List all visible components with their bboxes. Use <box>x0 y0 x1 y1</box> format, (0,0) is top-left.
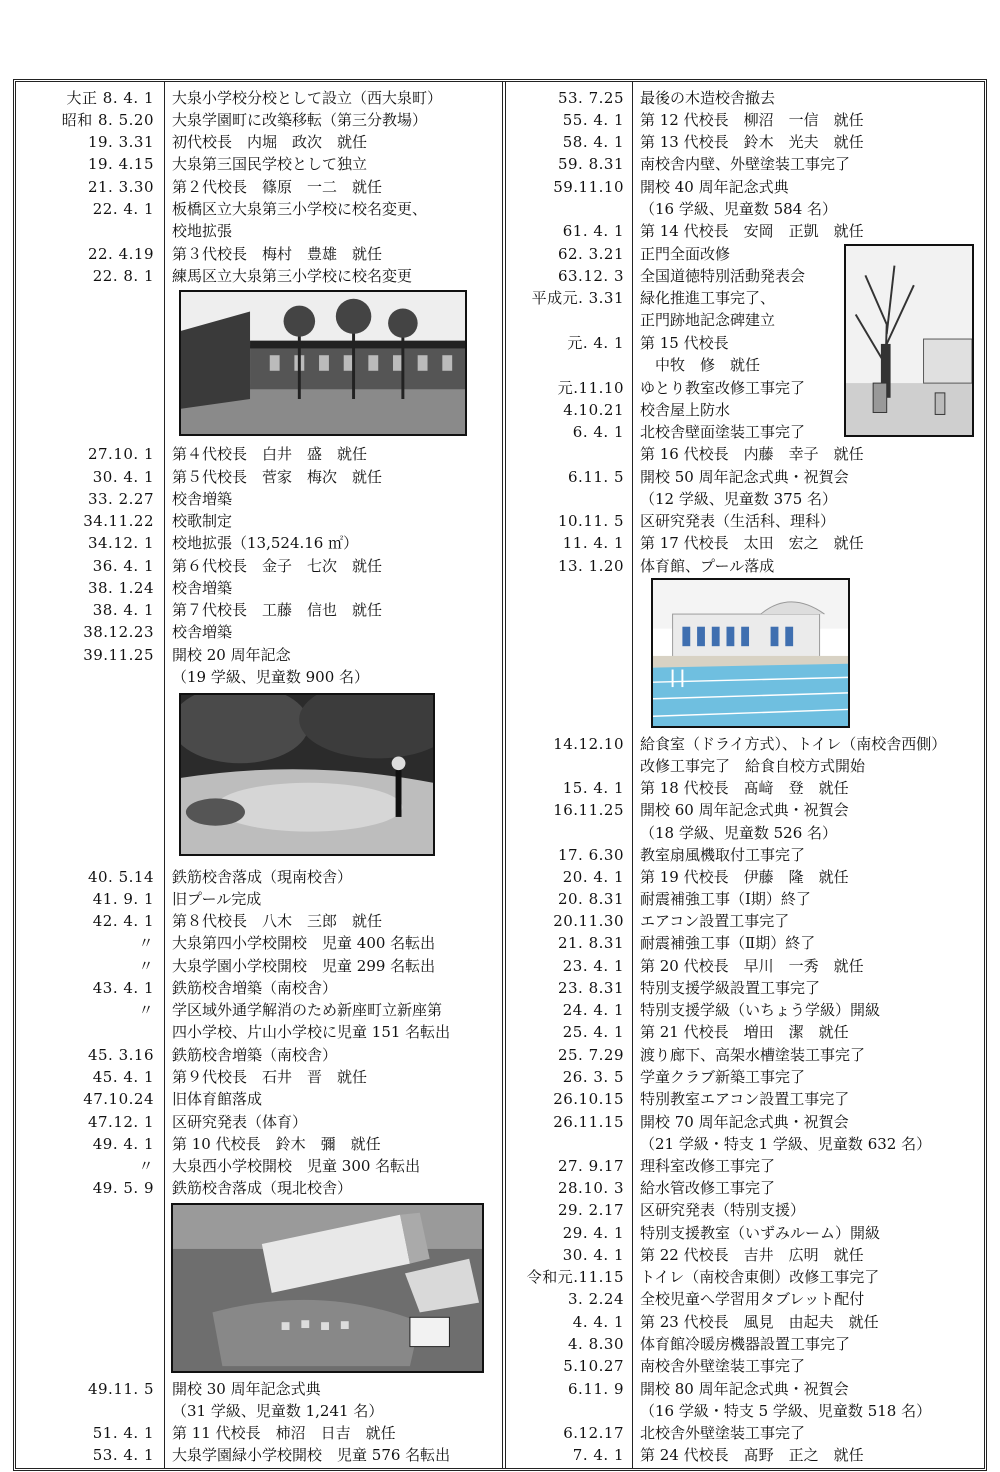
timeline-row <box>506 443 984 465</box>
timeline-date: 42. 4. 1 <box>92 912 154 930</box>
timeline-event: 第 23 代校長 風見 由起夫 就任 <box>640 1313 879 1331</box>
timeline-row <box>506 910 984 932</box>
timeline-row <box>16 443 502 465</box>
timeline-event: （31 学級、児童数 1,241 名） <box>172 1402 384 1420</box>
timeline-row <box>506 1199 984 1221</box>
timeline-row <box>16 1133 502 1155</box>
timeline-event: （16 学級、児童数 584 名） <box>640 200 838 218</box>
timeline-row <box>16 220 502 242</box>
timeline-event: 第 17 代校長 太田 宏之 就任 <box>640 534 864 552</box>
timeline-event: 中牧 修 就任 <box>640 356 761 374</box>
timeline-event: 校地拡張（13,524.16 ㎡） <box>172 534 359 552</box>
timeline-date: 〃 <box>138 934 154 952</box>
timeline-row <box>506 1088 984 1110</box>
timeline-event: 教室扇風機取付工事完了 <box>640 846 806 864</box>
timeline-date: 22. 8. 1 <box>92 267 154 285</box>
timeline-row <box>506 1155 984 1177</box>
timeline-date: 49.11. 5 <box>87 1380 154 1398</box>
timeline-date: 30. 4. 1 <box>92 468 154 486</box>
timeline-row <box>16 932 502 954</box>
timeline-date: 20.11.30 <box>553 912 624 930</box>
date-text-divider <box>164 82 165 1468</box>
timeline-event: 特別支援教室（いずみルーム）開級 <box>640 1224 881 1242</box>
timeline-event: 鉄筋校舎増築（南校舎） <box>172 979 338 997</box>
timeline-date: 元.11.10 <box>557 379 624 397</box>
timeline-row <box>506 153 984 175</box>
timeline-row <box>506 466 984 488</box>
timeline-event: 第 14 代校長 安岡 正凱 就任 <box>640 222 864 240</box>
timeline-row <box>506 109 984 131</box>
timeline-row <box>506 755 984 777</box>
timeline-row <box>506 1422 984 1444</box>
timeline-row <box>506 1311 984 1333</box>
timeline-event: 大泉学園町に改築移転（第三分教場） <box>172 111 428 129</box>
timeline-row <box>16 1021 502 1043</box>
timeline-event: 区研究発表（体育） <box>172 1113 308 1131</box>
timeline-row <box>506 866 984 888</box>
timeline-date: 19. 3.31 <box>87 133 154 151</box>
timeline-event: 第３代校長 梅村 豊雄 就任 <box>172 245 383 263</box>
timeline-row <box>506 888 984 910</box>
timeline-event: 最後の木造校舎撤去 <box>640 89 776 107</box>
timeline-date: 49. 4. 1 <box>92 1135 154 1153</box>
timeline-row <box>506 87 984 109</box>
timeline-date: 38. 4. 1 <box>92 601 154 619</box>
timeline-date: 34.11.22 <box>83 512 154 530</box>
timeline-row <box>506 1288 984 1310</box>
timeline-row <box>16 955 502 977</box>
timeline-row <box>506 1021 984 1043</box>
timeline-date: 51. 4. 1 <box>92 1424 154 1442</box>
timeline-event: 体育館、プール落成 <box>640 557 775 575</box>
timeline-date: 59.11.10 <box>553 178 624 196</box>
timeline-row <box>16 1422 502 1444</box>
timeline-event: 校地拡張 <box>172 222 233 240</box>
timeline-date: 47.12. 1 <box>87 1113 154 1131</box>
timeline-date: 20. 8.31 <box>557 890 624 908</box>
timeline-event: トイレ（南校舎東側）改修工事完了 <box>640 1268 880 1286</box>
timeline-event: 第 21 代校長 増田 潔 就任 <box>640 1023 849 1041</box>
timeline-date: 47.10.24 <box>83 1090 154 1108</box>
timeline-date: 26. 3. 5 <box>562 1068 624 1086</box>
timeline-event: 給水管改修工事完了 <box>640 1179 776 1197</box>
timeline-event: 大泉第四小学校開校 児童 400 名転出 <box>172 934 436 952</box>
timeline-date: 33. 2.27 <box>87 490 154 508</box>
timeline-row <box>506 198 984 220</box>
timeline-date: 平成元. 3.31 <box>531 289 624 307</box>
timeline-row <box>16 198 502 220</box>
timeline-row <box>16 243 502 265</box>
timeline-row <box>506 1266 984 1288</box>
timeline-event: 特別支援学級設置工事完了 <box>640 979 821 997</box>
timeline-event: エアコン設置工事完了 <box>640 912 790 930</box>
timeline-event: 第 16 代校長 内藤 幸子 就任 <box>640 445 864 463</box>
timeline-date: 5.10.27 <box>563 1357 624 1375</box>
timeline-event: 第７代校長 工藤 信也 就任 <box>172 601 383 619</box>
timeline-event: 第８代校長 八木 三郎 就任 <box>172 912 383 930</box>
timeline-event: 渡り廊下、高架水槽塗装工事完了 <box>640 1046 866 1064</box>
timeline-row <box>506 1222 984 1244</box>
timeline-row <box>506 488 984 510</box>
timeline-date: 25. 4. 1 <box>562 1023 624 1041</box>
timeline-row <box>16 666 502 688</box>
timeline-date: 28.10. 3 <box>557 1179 624 1197</box>
timeline-event: 第 22 代校長 吉井 広明 就任 <box>640 1246 864 1264</box>
timeline-date: 61. 4. 1 <box>562 222 624 240</box>
timeline-event: 第２代校長 篠原 一二 就任 <box>172 178 383 196</box>
timeline-row <box>506 999 984 1021</box>
timeline-date: 30. 4. 1 <box>562 1246 624 1264</box>
timeline-event: 第 20 代校長 早川 一秀 就任 <box>640 957 864 975</box>
timeline-date: 43. 4. 1 <box>92 979 154 997</box>
timeline-row <box>506 1444 984 1466</box>
timeline-date: 26.10.15 <box>553 1090 624 1108</box>
timeline-row <box>16 621 502 643</box>
timeline-event: （19 学級、児童数 900 名） <box>172 668 370 686</box>
timeline-row <box>16 109 502 131</box>
timeline-date: 63.12. 3 <box>557 267 624 285</box>
timeline-row <box>16 265 502 287</box>
timeline-row <box>506 955 984 977</box>
timeline-event: 練馬区立大泉第三小学校に校名変更 <box>172 267 413 285</box>
timeline-row <box>16 1444 502 1466</box>
timeline-event: 第９代校長 石井 晋 就任 <box>172 1068 368 1086</box>
timeline-row <box>506 733 984 755</box>
timeline-date: 38. 1.24 <box>87 579 154 597</box>
timeline-row <box>506 977 984 999</box>
timeline-date: 25. 7.29 <box>557 1046 624 1064</box>
timeline-event: 第４代校長 白井 盛 就任 <box>172 445 368 463</box>
photo-gymnasium-pool <box>651 578 850 728</box>
timeline-event: 第 24 代校長 髙野 正之 就任 <box>640 1446 864 1464</box>
timeline-row <box>16 999 502 1021</box>
timeline-date: 53. 4. 1 <box>92 1446 154 1464</box>
timeline-row <box>16 910 502 932</box>
timeline-date: 10.11. 5 <box>557 512 624 530</box>
timeline-row <box>16 87 502 109</box>
timeline-row <box>506 1400 984 1422</box>
photo-garden-pond <box>179 693 435 856</box>
timeline-row <box>16 577 502 599</box>
timeline-event: 第 11 代校長 柿沼 日吉 就任 <box>172 1424 396 1442</box>
timeline-event: 正門全面改修 <box>640 245 731 263</box>
timeline-date: 59. 8.31 <box>557 155 624 173</box>
timeline-event: 第 12 代校長 柳沼 一信 就任 <box>640 111 864 129</box>
timeline-event: 正門跡地記念碑建立 <box>640 311 776 329</box>
timeline-row <box>506 1111 984 1133</box>
timeline-date: 27.10. 1 <box>87 445 154 463</box>
timeline-event: 第 13 代校長 鈴木 光夫 就任 <box>640 133 864 151</box>
timeline-date: 16.11.25 <box>553 801 624 819</box>
timeline-event: 旧プール完成 <box>172 890 262 908</box>
timeline-row <box>506 510 984 532</box>
timeline-date: 23. 8.31 <box>557 979 624 997</box>
timeline-event: 開校 60 周年記念式典・祝賀会 <box>640 801 849 819</box>
photo-old-wooden-school <box>179 290 467 436</box>
timeline-event: 開校 20 周年記念 <box>172 646 291 664</box>
timeline-event: 全校児童へ学習用タブレット配付 <box>640 1290 865 1308</box>
timeline-row <box>506 131 984 153</box>
timeline-date: 45. 4. 1 <box>92 1068 154 1086</box>
timeline-event: 学童クラブ新築工事完了 <box>640 1068 806 1086</box>
timeline-event: 南校舎外壁塗装工事完了 <box>640 1357 806 1375</box>
timeline-row <box>506 1333 984 1355</box>
timeline-event: （18 学級、児童数 526 名） <box>640 824 838 842</box>
timeline-row <box>16 1177 502 1199</box>
timeline-event: 区研究発表（特別支援） <box>640 1201 806 1219</box>
timeline-date: 41. 9. 1 <box>92 890 154 908</box>
timeline-date: 24. 4. 1 <box>562 1001 624 1019</box>
timeline-event: 開校 40 周年記念式典 <box>640 178 789 196</box>
timeline-date: 21. 3.30 <box>87 178 154 196</box>
timeline-row <box>16 555 502 577</box>
timeline-event: 大泉西小学校開校 児童 300 名転出 <box>172 1157 421 1175</box>
timeline-date: 17. 6.30 <box>557 846 624 864</box>
timeline-event: 耐震補強工事（Ⅰ期）終了 <box>640 890 811 908</box>
timeline-row <box>16 153 502 175</box>
timeline-date: 14.12.10 <box>553 735 624 753</box>
timeline-event: 旧体育館落成 <box>172 1090 263 1108</box>
timeline-date: 6. 4. 1 <box>572 423 624 441</box>
timeline-event: 理科室改修工事完了 <box>640 1157 776 1175</box>
timeline-event: （16 学級・特支 5 学級、児童数 518 名） <box>640 1402 932 1420</box>
timeline-row <box>16 1088 502 1110</box>
timeline-event: 第 15 代校長 <box>640 334 729 352</box>
timeline-event: 給食室（ドライ方式）、トイレ（南校舎西側） <box>640 735 947 753</box>
timeline-date: 19. 4.15 <box>87 155 154 173</box>
timeline-event: 鉄筋校舎増築（南校舎） <box>172 1046 338 1064</box>
timeline-event: 大泉第三国民学校として独立 <box>172 155 368 173</box>
timeline-date: 〃 <box>138 1157 154 1175</box>
timeline-row <box>16 488 502 510</box>
timeline-date: 40. 5.14 <box>87 868 154 886</box>
timeline-row <box>16 176 502 198</box>
timeline-event: （21 学級・特支 1 学級、児童数 632 名） <box>640 1135 932 1153</box>
timeline-date: 45. 3.16 <box>87 1046 154 1064</box>
timeline-event: 特別教室エアコン設置工事完了 <box>640 1090 850 1108</box>
timeline-date: 29. 2.17 <box>557 1201 624 1219</box>
timeline-event: 板橋区立大泉第三小学校に校名変更、 <box>172 200 428 218</box>
timeline-row <box>506 220 984 242</box>
timeline-event: ゆとり教室改修工事完了 <box>640 379 806 397</box>
timeline-date: 4.10.21 <box>563 401 624 419</box>
timeline-event: 学区域外通学解消のため新座町立新座第 <box>172 1001 443 1019</box>
timeline-event: 耐震補強工事（Ⅱ期）終了 <box>640 934 816 952</box>
timeline-row <box>506 822 984 844</box>
timeline-date: 11. 4. 1 <box>562 534 624 552</box>
timeline-event: 全国道徳特別活動発表会 <box>640 267 806 285</box>
timeline-event: 四小学校、片山小学校に児童 151 名転出 <box>172 1023 451 1041</box>
timeline-date: 6.11. 5 <box>568 468 624 486</box>
timeline-date: 62. 3.21 <box>557 245 624 263</box>
timeline-row <box>506 176 984 198</box>
timeline-date: 38.12.23 <box>83 623 154 641</box>
timeline-date: 26.11.15 <box>553 1113 624 1131</box>
timeline-row <box>16 644 502 666</box>
timeline-date: 13. 1.20 <box>557 557 624 575</box>
timeline-row <box>16 1111 502 1133</box>
timeline-date: 20. 4. 1 <box>562 868 624 886</box>
timeline-date: 令和元.11.15 <box>526 1268 624 1286</box>
timeline-event: 北校舎外壁塗装工事完了 <box>640 1424 806 1442</box>
timeline-event: 緑化推進工事完了、 <box>640 289 776 307</box>
timeline-row <box>16 866 502 888</box>
timeline-date: 22. 4. 1 <box>92 200 154 218</box>
timeline-event: 大泉学園緑小学校開校 児童 576 名転出 <box>172 1446 451 1464</box>
timeline-date: 元. 4. 1 <box>567 334 624 352</box>
timeline-date: 6.12.17 <box>563 1424 624 1442</box>
photo-ginkgo-monument <box>844 244 974 437</box>
timeline-date: 23. 4. 1 <box>562 957 624 975</box>
timeline-event: 大泉小学校分校として設立（西大泉町） <box>172 89 443 107</box>
timeline-date: 36. 4. 1 <box>92 557 154 575</box>
photo-aerial-school <box>171 1203 484 1373</box>
timeline-row <box>506 1177 984 1199</box>
timeline-event: 校舎増築 <box>172 623 233 641</box>
timeline-date: 7. 4. 1 <box>572 1446 624 1464</box>
timeline-row <box>16 1066 502 1088</box>
timeline-date: 21. 8.31 <box>557 934 624 952</box>
timeline-event: 鉄筋校舎落成（現南校舎） <box>172 868 353 886</box>
timeline-date: 53. 7.25 <box>557 89 624 107</box>
timeline-row <box>506 555 984 577</box>
timeline-date: 大正 8. 4. 1 <box>66 89 154 107</box>
timeline-event: 第 10 代校長 鈴木 彌 就任 <box>172 1135 381 1153</box>
timeline-event: 初代校長 内堀 政次 就任 <box>172 133 368 151</box>
timeline-row <box>506 799 984 821</box>
timeline-event: 改修工事完了 給食自校方式開始 <box>640 757 866 775</box>
timeline-row <box>506 932 984 954</box>
timeline-date: 49. 5. 9 <box>92 1179 154 1197</box>
timeline-row <box>16 532 502 554</box>
timeline-row <box>16 131 502 153</box>
timeline-date: 27. 9.17 <box>557 1157 624 1175</box>
timeline-event: 区研究発表（生活科、理科） <box>640 512 836 530</box>
timeline-row <box>506 844 984 866</box>
timeline-event: 第 18 代校長 髙﨑 登 就任 <box>640 779 849 797</box>
timeline-date: 3. 2.24 <box>568 1290 624 1308</box>
timeline-date: 29. 4. 1 <box>562 1224 624 1242</box>
timeline-event: 特別支援学級（いちょう学級）開級 <box>640 1001 881 1019</box>
timeline-event: 開校 30 周年記念式典 <box>172 1380 321 1398</box>
timeline-event: 校舎増築 <box>172 490 233 508</box>
timeline-date: 22. 4.19 <box>87 245 154 263</box>
timeline-row <box>506 1066 984 1088</box>
timeline-event: 北校舎壁面塗装工事完了 <box>640 423 806 441</box>
timeline-date: 〃 <box>138 1001 154 1019</box>
timeline-event: 大泉学園小学校開校 児童 299 名転出 <box>172 957 436 975</box>
timeline-date: 4. 8.30 <box>568 1335 624 1353</box>
timeline-date: 4. 4. 1 <box>572 1313 624 1331</box>
timeline-event: 第５代校長 菅家 梅次 就任 <box>172 468 383 486</box>
timeline-row <box>506 532 984 554</box>
timeline-row <box>506 1133 984 1155</box>
timeline-date: 〃 <box>138 957 154 975</box>
timeline-date: 15. 4. 1 <box>562 779 624 797</box>
timeline-row <box>16 599 502 621</box>
timeline-row <box>16 977 502 999</box>
timeline-row <box>506 777 984 799</box>
timeline-date: 6.11. 9 <box>568 1380 624 1398</box>
timeline-row <box>506 1378 984 1400</box>
timeline-row <box>16 1378 502 1400</box>
timeline-event: 体育館冷暖房機器設置工事完了 <box>640 1335 851 1353</box>
timeline-row <box>16 888 502 910</box>
timeline-date: 34.12. 1 <box>87 534 154 552</box>
timeline-row <box>16 466 502 488</box>
timeline-date: 39.11.25 <box>83 646 154 664</box>
timeline-event: 第６代校長 金子 七次 就任 <box>172 557 383 575</box>
timeline-event: 開校 70 周年記念式典・祝賀会 <box>640 1113 849 1131</box>
timeline-row <box>16 1155 502 1177</box>
timeline-event: 開校 50 周年記念式典・祝賀会 <box>640 468 849 486</box>
timeline-event: 鉄筋校舎落成（現北校舎） <box>172 1179 353 1197</box>
timeline-event: 校舎増築 <box>172 579 233 597</box>
timeline-row <box>16 510 502 532</box>
timeline-event: 校舎屋上防水 <box>640 401 731 419</box>
timeline-row <box>506 1244 984 1266</box>
timeline-row <box>506 1044 984 1066</box>
timeline-event: 第 19 代校長 伊藤 隆 就任 <box>640 868 849 886</box>
timeline-date: 昭和 8. 5.20 <box>61 111 154 129</box>
timeline-date: 58. 4. 1 <box>562 133 624 151</box>
timeline-event: （12 学級、児童数 375 名） <box>640 490 838 508</box>
timeline-event: 開校 80 周年記念式典・祝賀会 <box>640 1380 849 1398</box>
timeline-date: 55. 4. 1 <box>562 111 624 129</box>
timeline-row <box>16 1400 502 1422</box>
timeline-event: 南校舎内壁、外壁塗装工事完了 <box>640 155 851 173</box>
timeline-row <box>506 1355 984 1377</box>
timeline-event: 校歌制定 <box>172 512 233 530</box>
timeline-row <box>16 1044 502 1066</box>
